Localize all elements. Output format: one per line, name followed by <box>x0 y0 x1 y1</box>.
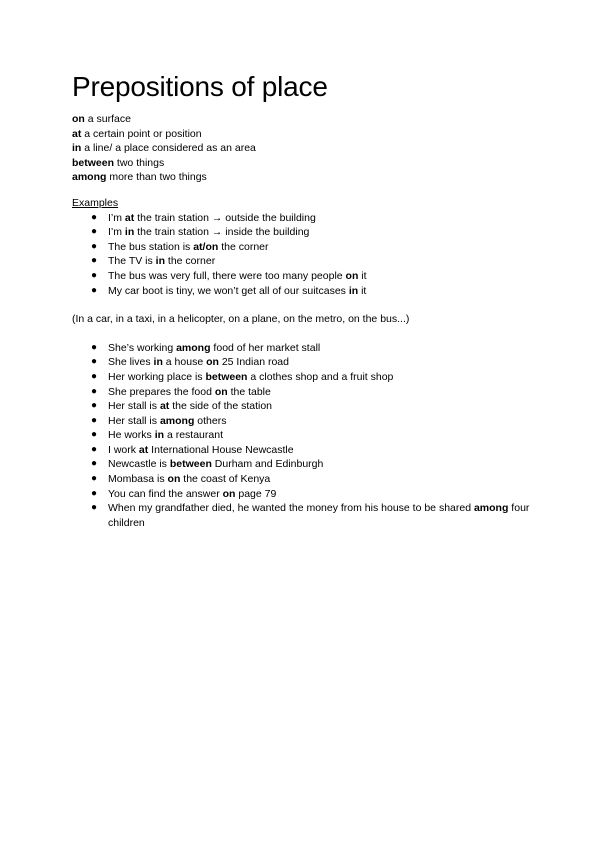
sentence-text: Her stall is <box>108 414 160 427</box>
bullet-icon: ● <box>91 473 98 485</box>
preposition-highlight: between <box>205 370 248 383</box>
sentence-text: When my grandfather died, he wanted the money from his house to be shared <box>108 502 474 515</box>
sentence-text: 25 Indian road <box>218 356 289 369</box>
bullet-icon: ● <box>91 211 98 223</box>
sentence-item <box>91 370 542 385</box>
bullet-icon: ● <box>91 255 98 267</box>
sentence-text: You can find the answer <box>108 487 223 500</box>
preposition-highlight: at <box>124 211 135 224</box>
sentence-item <box>91 487 542 502</box>
definition-text: a certain point or position <box>81 127 202 140</box>
bullet-icon: ● <box>91 226 98 238</box>
definition-text: more than two things <box>106 171 207 184</box>
page-title: Prepositions of place <box>72 71 328 102</box>
bullet-icon: ● <box>91 458 98 470</box>
examples-heading: Examples <box>72 196 119 209</box>
bullet-icon: ● <box>91 414 98 426</box>
preposition-highlight: on <box>345 269 359 282</box>
sentence-text: Durham and Edinburgh <box>211 458 324 471</box>
preposition-highlight: on <box>214 385 228 398</box>
definition-item <box>72 170 542 185</box>
bullet-icon: ● <box>91 356 98 368</box>
preposition-highlight: on <box>222 487 236 500</box>
preposition-highlight: on <box>206 356 219 369</box>
preposition-highlight: in <box>154 429 165 442</box>
sentence-text: a clothes shop and a fruit shop <box>247 370 394 383</box>
sentence-text: the corner <box>165 255 216 268</box>
example-item <box>91 254 542 269</box>
sentence-text: the corner <box>218 240 269 253</box>
bullet-icon: ● <box>91 341 98 353</box>
sentence-item <box>91 355 542 370</box>
sentence-item <box>91 501 542 530</box>
sentence-text: She prepares the food <box>108 385 215 398</box>
sentence-text: Her stall is <box>108 400 160 413</box>
sentence-text: Mombasa is <box>108 473 168 486</box>
definition-term: on <box>72 113 85 125</box>
definition-item <box>72 127 542 142</box>
sentence-text: four children <box>108 502 530 529</box>
sentence-text: She’s working <box>108 341 177 354</box>
sentence-text: Her working place is <box>108 370 206 383</box>
definition-item <box>72 141 542 156</box>
sentence-text: others <box>194 414 227 427</box>
definition-text: a surface <box>84 113 131 125</box>
sentence-item <box>91 457 542 472</box>
preposition-highlight: in <box>348 284 359 297</box>
example-item <box>91 211 542 226</box>
sentence-item <box>91 341 542 356</box>
sentence-text: I’m <box>108 211 125 224</box>
preposition-highlight: in <box>155 255 165 268</box>
preposition-highlight: on <box>167 473 181 486</box>
sentence-text: The bus station is <box>108 240 194 253</box>
sentence-text: it <box>358 269 367 282</box>
sentence-text: She lives <box>108 356 154 369</box>
definition-term: in <box>72 142 82 155</box>
definition-item <box>72 156 542 171</box>
sentence-text: a house <box>162 356 207 369</box>
definitions-list <box>72 112 542 185</box>
sentence-item <box>91 428 542 443</box>
definition-text: two things <box>114 156 165 169</box>
bullet-icon: ● <box>91 385 98 397</box>
preposition-highlight: among <box>176 341 211 354</box>
bullet-icon: ● <box>91 443 98 455</box>
bullet-icon: ● <box>91 429 98 441</box>
sentence-text: Newcastle is <box>108 458 170 471</box>
example-item <box>91 269 542 284</box>
sentence-text: The TV is <box>108 255 156 268</box>
sentence-item <box>91 385 542 400</box>
bullet-icon: ● <box>91 370 98 382</box>
bullet-icon: ● <box>91 502 98 514</box>
bullet-icon: ● <box>91 400 98 412</box>
bullet-icon: ● <box>91 269 98 281</box>
sentence-text: the train station → outside the building <box>134 211 316 224</box>
preposition-highlight: between <box>169 458 212 471</box>
preposition-highlight: in <box>124 226 135 239</box>
sentences-list <box>72 341 542 531</box>
sentence-text: International House Newcastle <box>148 443 294 456</box>
preposition-highlight: at <box>138 443 149 456</box>
sentence-text: I work <box>108 443 139 456</box>
sentence-text: I’m <box>108 226 125 239</box>
transport-note: (In a car, in a taxi, in a helicopter, on a plane, on the metro, on the bus...) <box>72 313 410 326</box>
document-page <box>72 70 542 530</box>
sentence-text: the side of the station <box>169 400 273 413</box>
example-item <box>91 240 542 255</box>
sentence-item <box>91 472 542 487</box>
sentence-text: He works <box>108 429 155 442</box>
definition-term: among <box>72 171 107 184</box>
sentence-text: the train station → inside the building <box>134 226 310 239</box>
sentence-text: the coast of Kenya <box>180 473 271 486</box>
sentence-text: food of her market stall <box>210 341 321 354</box>
definition-item <box>72 112 542 127</box>
sentence-text: the table <box>227 385 271 398</box>
sentence-text: it <box>358 284 367 297</box>
examples-list <box>72 211 542 299</box>
sentence-text: a restaurant <box>164 429 223 442</box>
sentence-text: My car boot is tiny, we won’t get all of our suitcases <box>108 284 349 297</box>
sentence-item <box>91 443 542 458</box>
sentence-item <box>91 399 542 414</box>
preposition-highlight: among <box>159 414 195 427</box>
bullet-icon: ● <box>91 240 98 252</box>
bullet-icon: ● <box>91 487 98 499</box>
preposition-highlight: at <box>159 400 170 413</box>
definition-text: a line/ a place considered as an area <box>81 142 256 155</box>
preposition-highlight: among <box>473 502 509 515</box>
example-item <box>91 225 542 240</box>
example-item <box>91 284 542 299</box>
preposition-highlight: at/on <box>193 240 219 253</box>
definition-term: at <box>72 127 82 140</box>
preposition-highlight: in <box>153 356 163 369</box>
definition-term: between <box>72 156 115 169</box>
sentence-text: The bus was very full, there were too many people <box>108 269 346 282</box>
sentence-item <box>91 414 542 429</box>
bullet-icon: ● <box>91 284 98 296</box>
sentence-text: page 79 <box>235 487 277 500</box>
